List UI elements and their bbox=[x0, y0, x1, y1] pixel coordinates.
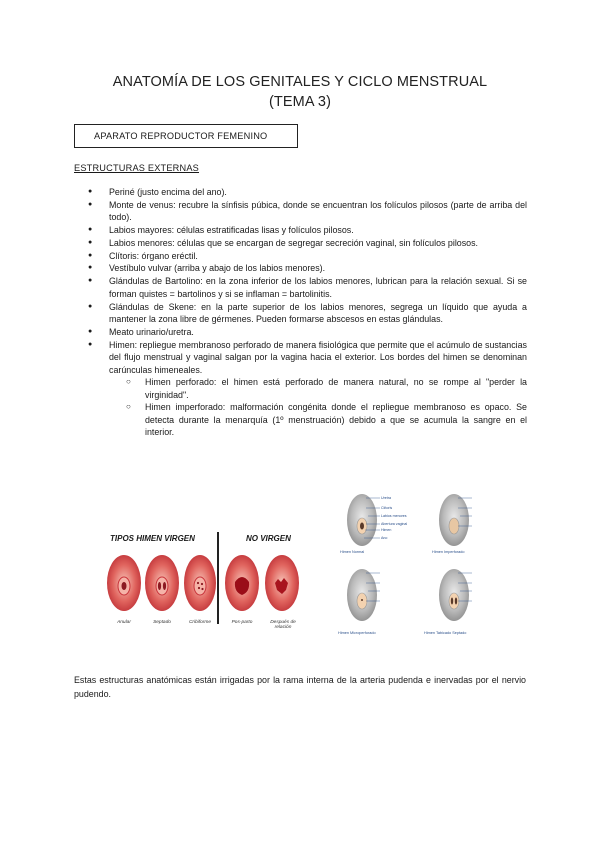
sub-list-item: ○ Himen imperforado: malformación congénita donde el repliegue membranoso es opaco. Se detecta durante la menarquía (1º menstruación) debido a que se acumula la sangre en el interior. bbox=[145, 401, 527, 439]
list-item: ● Vestíbulo vulvar (arriba y abajo de los labios menores). bbox=[109, 262, 527, 275]
list-item: ● Meato urinario/uretra. bbox=[109, 326, 527, 339]
diagram-himen-imperforado bbox=[439, 494, 469, 546]
caption-posparto: Pos-parto bbox=[231, 620, 253, 625]
hymen-shape-septado bbox=[145, 555, 179, 611]
sub-list-item: ○ Himen perforado: el himen está perforado de manera natural, no se rompe al "perder la virginidad". bbox=[145, 376, 527, 401]
label-abertura-vaginal: Abertura vaginal bbox=[381, 522, 408, 526]
label-clitoris: Clítoris bbox=[381, 506, 393, 510]
caption-himen-imperforado: Himen Imperforado bbox=[432, 550, 465, 554]
caption-himen-tabicado: Himen Tabicado Septado bbox=[424, 631, 467, 635]
hymen-types-figure bbox=[104, 528, 316, 636]
caption-himen-microperforado: Himen Microperforado bbox=[338, 631, 376, 635]
hymen-shape-anular bbox=[107, 555, 141, 611]
caption-himen-normal: Himen Normal bbox=[340, 550, 365, 554]
hymen-shape-despues-relacion bbox=[265, 555, 299, 611]
list-item: ● Periné (justo encima del ano). bbox=[109, 186, 527, 199]
list-item: ● Glándulas de Bartolino: en la zona inferior de los labios menores, lubrican para la relación sexual. Si se forman quistes = bartolinos y si se inflaman = bartolinitis. bbox=[109, 275, 527, 300]
page-title-line-1: ANATOMÍA DE LOS GENITALES Y CICLO MENSTRUAL bbox=[112, 74, 488, 90]
list-item: ● Clítoris: órgano eréctil. bbox=[109, 250, 527, 263]
label-labios-menores: Labios menores bbox=[381, 514, 407, 518]
list-item: ● Monte de venus: recubre la sínfisis púbica, donde se encuentran los folículos pilosos (parte de arriba del todo). bbox=[109, 199, 527, 224]
himen-sub-list bbox=[109, 376, 527, 439]
label-himen: Himen bbox=[381, 528, 392, 532]
list-item: ● Glándulas de Skene: en la parte superior de los labios menores, segrega un líquido que ayuda a mantener la zona libre de gérmenes. Pueden formarse abscesos en estas glándulas. bbox=[109, 301, 527, 326]
label-ano: Ano bbox=[381, 536, 388, 540]
list-item: ● Labios mayores: células estratificadas lisas y folículos pilosos. bbox=[109, 224, 527, 237]
label-uretra: Uretra bbox=[381, 496, 391, 500]
diagram-himen-normal bbox=[347, 494, 377, 546]
page-title bbox=[0, 72, 600, 112]
caption-septado: Septado bbox=[153, 620, 171, 625]
figure-heading-virgin: TIPOS HIMEN VIRGEN bbox=[110, 534, 195, 543]
diagram-himen-microperforado bbox=[347, 569, 377, 621]
list-item-himen bbox=[109, 339, 527, 439]
list-item: ● Labios menores: células que se encargan de segregar secreción vaginal, sin folículos pilosos. bbox=[109, 237, 527, 250]
subheading-external-structures: ESTRUCTURAS EXTERNAS bbox=[74, 163, 199, 173]
caption-despues-relacion: Después de relación bbox=[270, 620, 296, 630]
hymen-shape-posparto bbox=[225, 555, 259, 611]
himen-text: Himen: repliegue membranoso perforado de manera fisiológica que permite que el acúmulo de sustancias del flujo menstrual y vaginal salgan por la vagina hacia el exterior. Los bordes del himen se denominan carúnculas himeneales. bbox=[109, 339, 527, 375]
hymen-diagram-grid bbox=[332, 490, 530, 642]
structures-list bbox=[109, 186, 527, 439]
caption-anular: Anular bbox=[117, 620, 131, 625]
diagram-himen-tabicado bbox=[439, 569, 469, 621]
hymen-diagrams bbox=[332, 490, 530, 642]
hymen-shape-cribiforme bbox=[184, 555, 216, 611]
figure-heading-non-virgin: NO VIRGEN bbox=[246, 534, 291, 543]
section-heading-box: APARATO REPRODUCTOR FEMENINO bbox=[74, 124, 298, 148]
caption-cribiforme: Cribiforme bbox=[188, 620, 212, 625]
closing-paragraph: Estas estructuras anatómicas están irrigadas por la rama interna de la arteria pudenda e inervadas por el nervio pudendo. bbox=[74, 675, 526, 699]
page-title-line-2: (TEMA 3) bbox=[268, 94, 332, 110]
